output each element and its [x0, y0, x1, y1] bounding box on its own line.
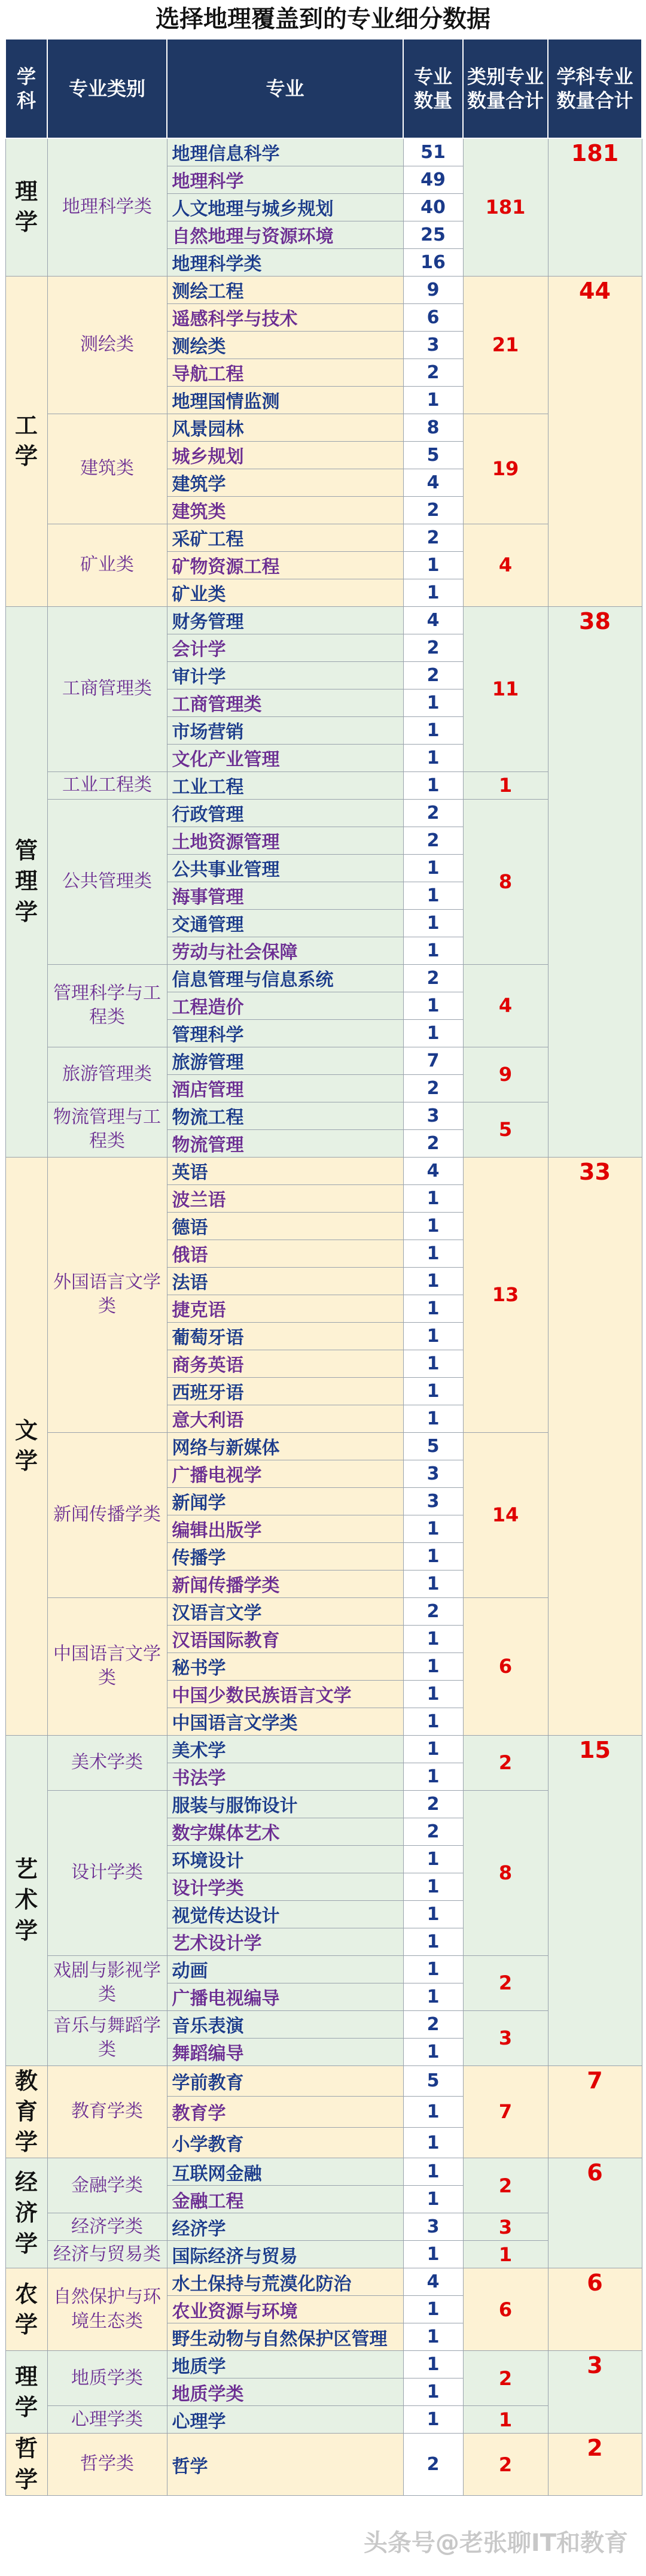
major-count-cell: 25 — [403, 221, 463, 248]
major-cell: 地理科学 — [167, 166, 403, 193]
major-count-cell: 1 — [403, 2351, 463, 2378]
major-cell: 管理科学 — [167, 1019, 403, 1047]
category-total-cell: 7 — [463, 2065, 548, 2158]
discipline-cell: 管理学 — [5, 606, 47, 1157]
major-cell: 美术学 — [167, 1735, 403, 1763]
table-body — [5, 138, 642, 2495]
category-total-cell: 8 — [463, 799, 548, 964]
category-total-cell: 3 — [463, 2010, 548, 2065]
category-cell: 美术学类 — [47, 1735, 167, 1790]
category-total-cell: 21 — [463, 276, 548, 414]
table-row — [5, 2406, 642, 2434]
category-cell: 测绘类 — [47, 276, 167, 414]
table-row — [5, 606, 642, 634]
major-cell: 舞蹈编导 — [167, 2038, 403, 2065]
category-total-cell: 6 — [463, 2268, 548, 2351]
major-count-cell: 1 — [403, 2158, 463, 2186]
major-count-cell: 1 — [403, 909, 463, 937]
major-cell: 矿业类 — [167, 579, 403, 606]
major-cell: 书法学 — [167, 1763, 403, 1790]
majors-table — [5, 38, 642, 2496]
discipline-total-cell: 44 — [548, 276, 642, 606]
major-count-cell: 2 — [403, 634, 463, 661]
major-cell: 心理学 — [167, 2406, 403, 2434]
major-count-cell: 40 — [403, 193, 463, 221]
major-cell: 经济学 — [167, 2213, 403, 2241]
major-cell: 农业资源与环境 — [167, 2296, 403, 2323]
major-count-cell: 3 — [403, 2213, 463, 2241]
major-cell: 风景园林 — [167, 414, 403, 441]
major-count-cell: 7 — [403, 1047, 463, 1074]
table-row — [5, 964, 642, 992]
header-major: 专业 — [167, 39, 403, 138]
major-count-cell: 1 — [403, 1845, 463, 1873]
major-cell: 法语 — [167, 1267, 403, 1295]
major-count-cell: 1 — [403, 992, 463, 1019]
category-cell: 公共管理类 — [47, 799, 167, 964]
category-total-cell: 11 — [463, 606, 548, 771]
major-count-cell: 2 — [403, 661, 463, 689]
table-row — [5, 276, 642, 303]
major-count-cell: 4 — [403, 2268, 463, 2296]
table-row — [5, 138, 642, 166]
major-cell: 测绘工程 — [167, 276, 403, 303]
major-cell: 西班牙语 — [167, 1377, 403, 1405]
major-count-cell: 1 — [403, 1350, 463, 1377]
category-cell: 物流管理与工程类 — [47, 1102, 167, 1157]
major-cell: 财务管理 — [167, 606, 403, 634]
major-count-cell: 1 — [403, 1680, 463, 1708]
category-total-cell: 2 — [463, 2158, 548, 2213]
discipline-cell: 农学 — [5, 2268, 47, 2351]
major-cell: 英语 — [167, 1157, 403, 1184]
header-category: 专业类别 — [47, 39, 167, 138]
major-cell: 捷克语 — [167, 1295, 403, 1322]
watermark: 头条号@老张聊IT和教育 — [363, 2529, 628, 2557]
category-total-cell: 5 — [463, 1102, 548, 1157]
major-count-cell: 51 — [403, 138, 463, 166]
category-total-cell: 13 — [463, 1157, 548, 1432]
major-count-cell: 1 — [403, 1983, 463, 2010]
category-total-cell: 2 — [463, 1955, 548, 2010]
major-count-cell: 1 — [403, 1240, 463, 1267]
category-cell: 金融学类 — [47, 2158, 167, 2213]
major-count-cell: 1 — [403, 1708, 463, 1735]
major-cell: 会计学 — [167, 634, 403, 661]
major-cell: 地理科学类 — [167, 248, 403, 276]
major-count-cell: 2 — [403, 359, 463, 386]
category-cell: 经济学类 — [47, 2213, 167, 2241]
major-count-cell: 1 — [403, 1184, 463, 1212]
major-cell: 德语 — [167, 1212, 403, 1240]
major-count-cell: 3 — [403, 331, 463, 359]
major-count-cell: 1 — [403, 2186, 463, 2213]
major-cell: 城乡规划 — [167, 441, 403, 469]
category-total-cell: 3 — [463, 2213, 548, 2241]
major-count-cell: 1 — [403, 1405, 463, 1432]
discipline-total-cell: 181 — [548, 138, 642, 276]
major-cell: 音乐表演 — [167, 2010, 403, 2038]
major-count-cell: 2 — [403, 1790, 463, 1818]
category-total-cell: 2 — [463, 2351, 548, 2406]
major-cell: 采矿工程 — [167, 524, 403, 551]
major-cell: 俄语 — [167, 1240, 403, 1267]
category-cell: 建筑类 — [47, 414, 167, 524]
major-count-cell: 49 — [403, 166, 463, 193]
discipline-total-cell: 2 — [548, 2434, 642, 2496]
major-count-cell: 16 — [403, 248, 463, 276]
major-cell: 意大利语 — [167, 1405, 403, 1432]
major-count-cell: 2 — [403, 2434, 463, 2496]
major-cell: 中国少数民族语言文学 — [167, 1680, 403, 1708]
major-cell: 建筑学 — [167, 469, 403, 496]
major-count-cell: 3 — [403, 1102, 463, 1129]
category-total-cell: 14 — [463, 1432, 548, 1597]
category-cell: 音乐与舞蹈学类 — [47, 2010, 167, 2065]
major-count-cell: 1 — [403, 854, 463, 882]
category-cell: 中国语言文学类 — [47, 1597, 167, 1735]
major-cell: 学前教育 — [167, 2065, 403, 2097]
major-count-cell: 1 — [403, 579, 463, 606]
major-count-cell: 1 — [403, 1267, 463, 1295]
major-count-cell: 1 — [403, 2038, 463, 2065]
major-cell: 艺术设计学 — [167, 1928, 403, 1955]
major-cell: 野生动物与自然保护区管理 — [167, 2323, 403, 2351]
major-cell: 新闻学 — [167, 1487, 403, 1515]
major-count-cell: 1 — [403, 1019, 463, 1047]
major-cell: 物流管理 — [167, 1129, 403, 1157]
discipline-total-cell: 33 — [548, 1157, 642, 1735]
header-discipline: 学科 — [5, 39, 47, 138]
major-count-cell: 1 — [403, 2127, 463, 2158]
header-discipline-total: 学科专业数量合计 — [548, 39, 642, 138]
major-cell: 汉语国际教育 — [167, 1625, 403, 1652]
major-count-cell: 1 — [403, 882, 463, 909]
category-cell: 戏剧与影视学类 — [47, 1955, 167, 2010]
major-count-cell: 1 — [403, 2241, 463, 2268]
major-cell: 设计学类 — [167, 1873, 403, 1900]
table-row — [5, 2351, 642, 2378]
major-count-cell: 1 — [403, 1212, 463, 1240]
major-cell: 广播电视编导 — [167, 1983, 403, 2010]
major-cell: 商务英语 — [167, 1350, 403, 1377]
major-count-cell: 1 — [403, 771, 463, 799]
major-cell: 审计学 — [167, 661, 403, 689]
major-cell: 公共事业管理 — [167, 854, 403, 882]
discipline-total-cell: 7 — [548, 2065, 642, 2158]
major-count-cell: 1 — [403, 937, 463, 964]
category-cell: 地质学类 — [47, 2351, 167, 2406]
category-cell: 心理学类 — [47, 2406, 167, 2434]
major-count-cell: 1 — [403, 1900, 463, 1928]
major-count-cell: 1 — [403, 1377, 463, 1405]
major-cell: 文化产业管理 — [167, 744, 403, 771]
major-cell: 旅游管理 — [167, 1047, 403, 1074]
major-count-cell: 1 — [403, 2323, 463, 2351]
major-cell: 中国语言文学类 — [167, 1708, 403, 1735]
table-row — [5, 1157, 642, 1184]
table-row — [5, 2065, 642, 2097]
major-count-cell: 1 — [403, 1955, 463, 1983]
category-cell: 新闻传播学类 — [47, 1432, 167, 1597]
major-cell: 地质学 — [167, 2351, 403, 2378]
category-cell: 管理科学与工程类 — [47, 964, 167, 1047]
header-count: 专业数量 — [403, 39, 463, 138]
major-count-cell: 1 — [403, 1763, 463, 1790]
major-count-cell: 4 — [403, 606, 463, 634]
discipline-cell: 理学 — [5, 138, 47, 276]
major-cell: 秘书学 — [167, 1652, 403, 1680]
major-count-cell: 1 — [403, 1515, 463, 1542]
category-total-cell: 2 — [463, 1735, 548, 1790]
category-cell: 设计学类 — [47, 1790, 167, 1955]
major-cell: 服装与服饰设计 — [167, 1790, 403, 1818]
discipline-cell: 教育学 — [5, 2065, 47, 2158]
major-cell: 网络与新媒体 — [167, 1432, 403, 1460]
table-row — [5, 2268, 642, 2296]
major-count-cell: 1 — [403, 1928, 463, 1955]
major-cell: 劳动与社会保障 — [167, 937, 403, 964]
major-count-cell: 5 — [403, 2065, 463, 2097]
major-count-cell: 1 — [403, 1652, 463, 1680]
major-count-cell: 1 — [403, 2406, 463, 2434]
major-cell: 新闻传播学类 — [167, 1570, 403, 1597]
major-cell: 矿物资源工程 — [167, 551, 403, 579]
major-cell: 金融工程 — [167, 2186, 403, 2213]
category-total-cell: 19 — [463, 414, 548, 524]
major-count-cell: 9 — [403, 276, 463, 303]
header-row — [5, 39, 642, 138]
major-cell: 建筑类 — [167, 496, 403, 524]
major-cell: 数字媒体艺术 — [167, 1818, 403, 1845]
discipline-cell: 哲学 — [5, 2434, 47, 2496]
major-count-cell: 1 — [403, 386, 463, 414]
major-count-cell: 1 — [403, 1735, 463, 1763]
major-cell: 市场营销 — [167, 716, 403, 744]
major-cell: 教育学 — [167, 2097, 403, 2128]
category-cell: 外国语言文学类 — [47, 1157, 167, 1432]
category-total-cell: 1 — [463, 2406, 548, 2434]
major-cell: 工程造价 — [167, 992, 403, 1019]
major-count-cell: 2 — [403, 827, 463, 854]
major-cell: 汉语言文学 — [167, 1597, 403, 1625]
category-cell: 矿业类 — [47, 524, 167, 606]
table-row — [5, 1102, 642, 1129]
category-cell: 旅游管理类 — [47, 1047, 167, 1102]
major-cell: 小学教育 — [167, 2127, 403, 2158]
major-cell: 人文地理与城乡规划 — [167, 193, 403, 221]
major-count-cell: 8 — [403, 414, 463, 441]
discipline-cell: 理学 — [5, 2351, 47, 2434]
discipline-total-cell: 6 — [548, 2268, 642, 2351]
category-total-cell: 1 — [463, 2241, 548, 2268]
category-total-cell: 6 — [463, 1597, 548, 1735]
major-count-cell: 5 — [403, 1432, 463, 1460]
major-count-cell: 1 — [403, 2378, 463, 2406]
major-count-cell: 4 — [403, 1157, 463, 1184]
major-cell: 葡萄牙语 — [167, 1322, 403, 1350]
major-count-cell: 2 — [403, 524, 463, 551]
major-count-cell: 1 — [403, 2296, 463, 2323]
discipline-total-cell: 3 — [548, 2351, 642, 2434]
major-cell: 酒店管理 — [167, 1074, 403, 1102]
major-count-cell: 2 — [403, 1597, 463, 1625]
category-total-cell: 4 — [463, 964, 548, 1047]
category-total-cell: 1 — [463, 771, 548, 799]
major-count-cell: 3 — [403, 1460, 463, 1487]
major-count-cell: 1 — [403, 551, 463, 579]
category-total-cell: 9 — [463, 1047, 548, 1102]
major-cell: 国际经济与贸易 — [167, 2241, 403, 2268]
major-count-cell: 2 — [403, 799, 463, 827]
category-cell: 教育学类 — [47, 2065, 167, 2158]
discipline-cell: 艺术学 — [5, 1735, 47, 2065]
table-row — [5, 2213, 642, 2241]
major-count-cell: 1 — [403, 1625, 463, 1652]
header-category-total: 类别专业数量合计 — [463, 39, 548, 138]
major-cell: 信息管理与信息系统 — [167, 964, 403, 992]
major-cell: 土地资源管理 — [167, 827, 403, 854]
table-row — [5, 1790, 642, 1818]
table-row — [5, 1735, 642, 1763]
major-cell: 水土保持与荒漠化防治 — [167, 2268, 403, 2296]
category-cell: 自然保护与环境生态类 — [47, 2268, 167, 2351]
table-row — [5, 2434, 642, 2496]
major-count-cell: 1 — [403, 744, 463, 771]
major-count-cell: 2 — [403, 964, 463, 992]
major-cell: 导航工程 — [167, 359, 403, 386]
major-count-cell: 1 — [403, 2097, 463, 2128]
table-row — [5, 2241, 642, 2268]
major-cell: 交通管理 — [167, 909, 403, 937]
major-count-cell: 1 — [403, 716, 463, 744]
discipline-total-cell: 15 — [548, 1735, 642, 2065]
discipline-total-cell: 38 — [548, 606, 642, 1157]
major-cell: 广播电视学 — [167, 1460, 403, 1487]
major-cell: 环境设计 — [167, 1845, 403, 1873]
table-row — [5, 414, 642, 441]
major-cell: 行政管理 — [167, 799, 403, 827]
category-total-cell: 8 — [463, 1790, 548, 1955]
table-row — [5, 1597, 642, 1625]
major-cell: 自然地理与资源环境 — [167, 221, 403, 248]
category-cell: 哲学类 — [47, 2434, 167, 2496]
major-count-cell: 2 — [403, 496, 463, 524]
category-total-cell: 2 — [463, 2434, 548, 2496]
major-cell: 视觉传达设计 — [167, 1900, 403, 1928]
major-count-cell: 2 — [403, 1818, 463, 1845]
major-cell: 测绘类 — [167, 331, 403, 359]
major-count-cell: 5 — [403, 441, 463, 469]
major-cell: 哲学 — [167, 2434, 403, 2496]
major-count-cell: 6 — [403, 303, 463, 331]
category-cell: 工商管理类 — [47, 606, 167, 771]
table-row — [5, 799, 642, 827]
major-cell: 动画 — [167, 1955, 403, 1983]
category-cell: 工业工程类 — [47, 771, 167, 799]
major-cell: 地理国情监测 — [167, 386, 403, 414]
category-total-cell: 181 — [463, 138, 548, 276]
table-row — [5, 1047, 642, 1074]
major-cell: 海事管理 — [167, 882, 403, 909]
major-count-cell: 1 — [403, 689, 463, 716]
major-count-cell: 1 — [403, 1873, 463, 1900]
major-cell: 编辑出版学 — [167, 1515, 403, 1542]
major-cell: 传播学 — [167, 1542, 403, 1570]
major-count-cell: 2 — [403, 1129, 463, 1157]
table-row — [5, 2158, 642, 2186]
major-cell: 工业工程 — [167, 771, 403, 799]
major-count-cell: 3 — [403, 1487, 463, 1515]
table-row — [5, 1955, 642, 1983]
table-row — [5, 2010, 642, 2038]
major-count-cell: 4 — [403, 469, 463, 496]
category-cell: 地理科学类 — [47, 138, 167, 276]
table-row — [5, 524, 642, 551]
major-cell: 波兰语 — [167, 1184, 403, 1212]
category-cell: 经济与贸易类 — [47, 2241, 167, 2268]
discipline-cell: 文学 — [5, 1157, 47, 1735]
discipline-cell: 经济学 — [5, 2158, 47, 2268]
major-cell: 工商管理类 — [167, 689, 403, 716]
page-title: 选择地理覆盖到的专业细分数据 — [156, 5, 490, 33]
major-count-cell: 2 — [403, 1074, 463, 1102]
category-total-cell: 4 — [463, 524, 548, 606]
major-cell: 地理信息科学 — [167, 138, 403, 166]
major-count-cell: 1 — [403, 1295, 463, 1322]
major-cell: 地质学类 — [167, 2378, 403, 2406]
major-cell: 遥感科学与技术 — [167, 303, 403, 331]
major-cell: 互联网金融 — [167, 2158, 403, 2186]
major-count-cell: 1 — [403, 1542, 463, 1570]
table-row — [5, 771, 642, 799]
major-count-cell: 1 — [403, 1570, 463, 1597]
major-count-cell: 1 — [403, 1322, 463, 1350]
major-cell: 物流工程 — [167, 1102, 403, 1129]
discipline-cell: 工学 — [5, 276, 47, 606]
discipline-total-cell: 6 — [548, 2158, 642, 2268]
major-count-cell: 2 — [403, 2010, 463, 2038]
table-row — [5, 1432, 642, 1460]
